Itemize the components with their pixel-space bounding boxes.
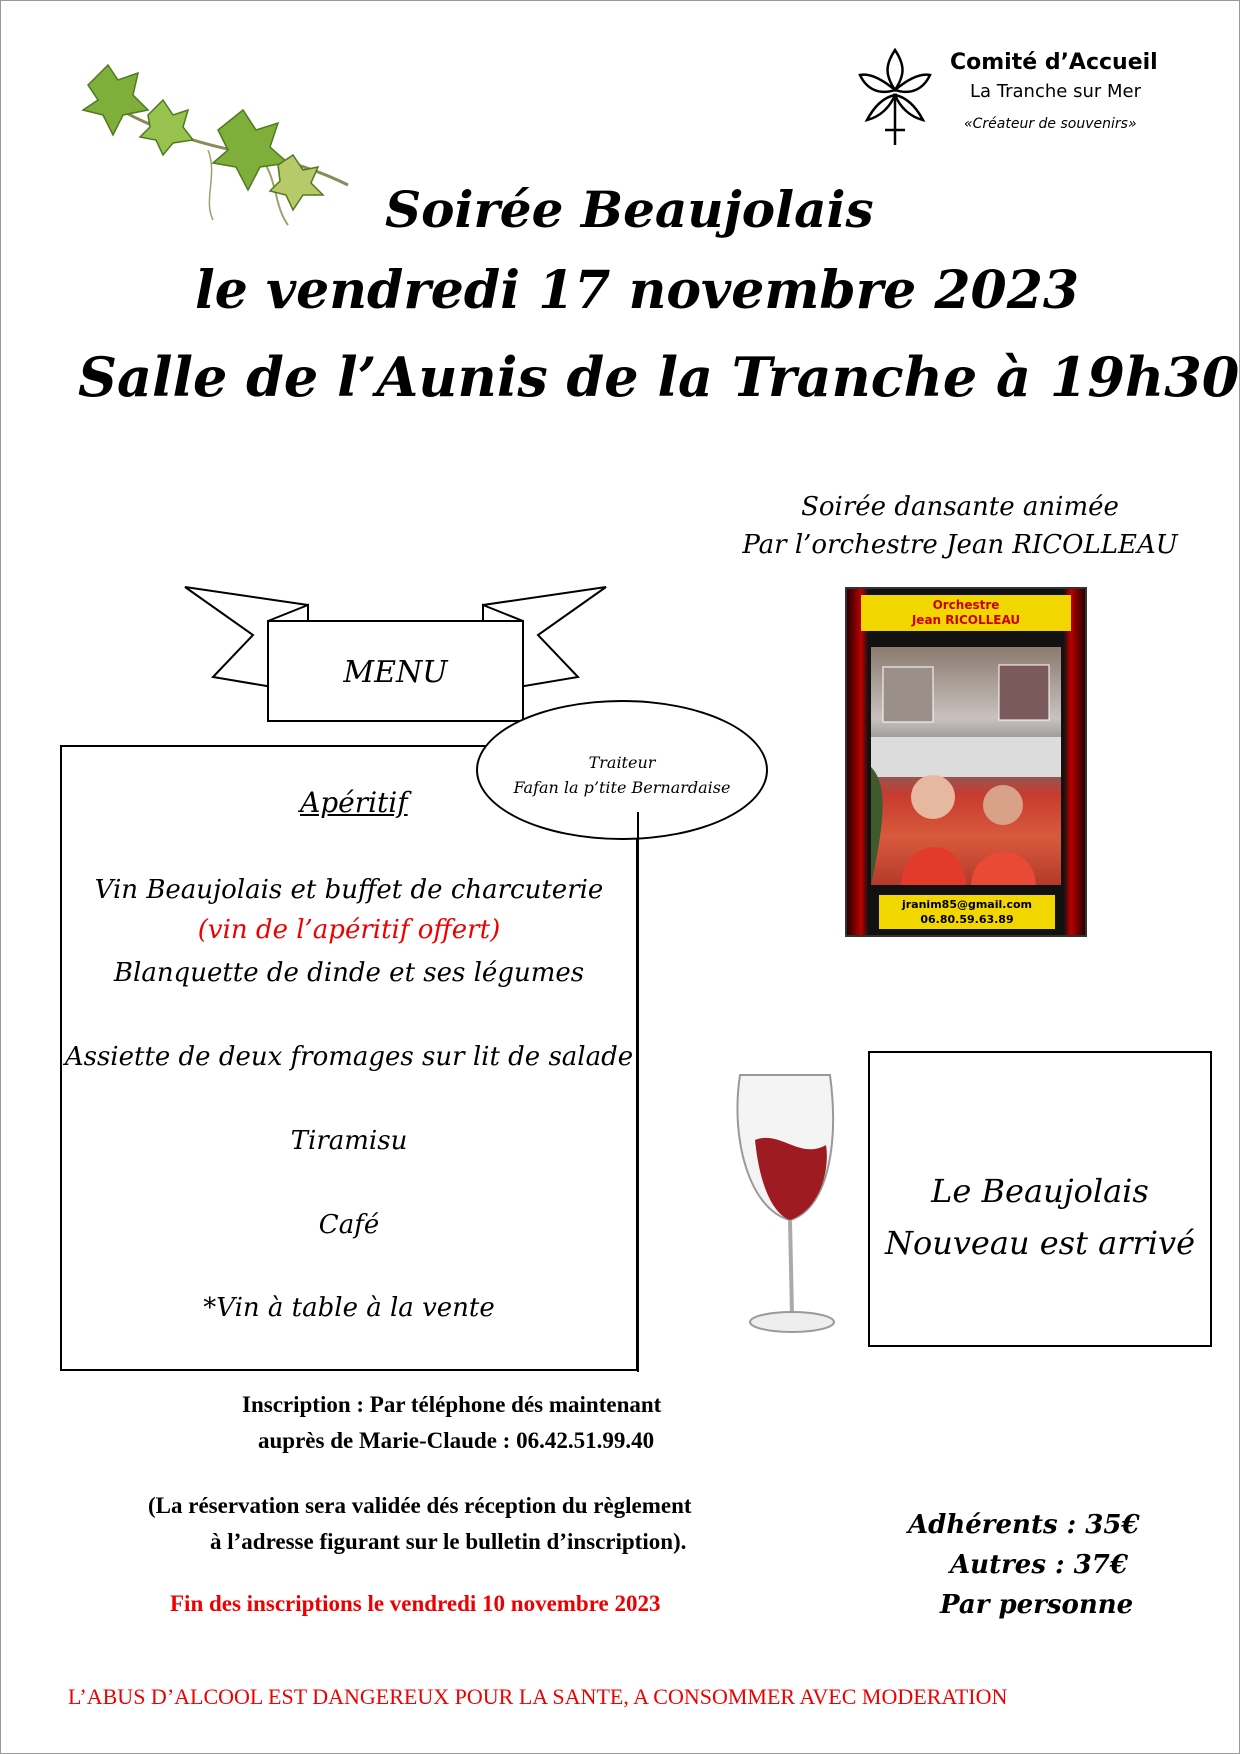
menu-item-coffee: Café [318, 1210, 380, 1240]
menu-item-tiramisu: Tiramisu [290, 1126, 408, 1156]
price-members: Adhérents : 35€ [908, 1510, 1140, 1540]
dance-line-2: Par l’orchestre Jean RICOLLEAU [742, 530, 1178, 560]
org-place: La Tranche sur Mer [970, 81, 1141, 102]
caterer-label: Traiteur [588, 753, 656, 772]
orchestra-poster-header [861, 595, 1071, 631]
reservation-line-2: à l’adresse figurant sur le bulletin d’inscription). [210, 1529, 687, 1554]
orchestra-contact [879, 895, 1055, 929]
orchestra-poster [845, 587, 1087, 937]
organization-logo-text [950, 50, 1158, 132]
prices [908, 1505, 1140, 1625]
lily-emblem-icon [855, 45, 935, 150]
beaujolais-message [868, 1165, 1212, 1269]
caterer-info [476, 750, 768, 800]
inscription-line-2: auprès de Marie-Claude : 06.42.51.99.40 [258, 1428, 655, 1453]
event-date: le vendredi 17 novembre 2023 [195, 260, 1080, 321]
registration-deadline: Fin des inscriptions le vendredi 10 novembre 2023 [170, 1591, 661, 1616]
price-per-person: Par personne [940, 1590, 1134, 1620]
dance-line-1: Soirée dansante animée [801, 492, 1119, 522]
org-tagline: «Créateur de souvenirs» [964, 116, 1137, 132]
caterer-name: Fafan la p’tite Bernardaise [513, 778, 731, 797]
inscription-line-1: Inscription : Par téléphone dés maintenant [242, 1392, 662, 1417]
wine-glass-image [730, 1060, 860, 1340]
price-others: Autres : 37€ [950, 1550, 1128, 1580]
inscription-info [242, 1387, 661, 1459]
menu-banner-label: MENU [343, 655, 448, 690]
dance-announcement [700, 488, 1220, 564]
menu-item-blanquette: Blanquette de dinde et ses légumes [113, 958, 585, 988]
menu-item-note-offered: (vin de l’apéritif offert) [197, 915, 501, 945]
event-venue: Salle de l’Aunis de la Tranche à 19h30 [78, 345, 1240, 409]
orchestra-poster-title: Orchestre [932, 598, 1000, 612]
alcohol-warning: L’ABUS D’ALCOOL EST DANGEREUX POUR LA SANTE, A CONSOMMER AVEC MODERATION [68, 1684, 1008, 1709]
reservation-info [148, 1488, 692, 1560]
orchestra-poster-name: Jean RICOLLEAU [911, 613, 1021, 627]
musicians-photo-image [871, 647, 1061, 885]
menu-item-cheese: Assiette de deux fromages sur lit de salade [64, 1042, 634, 1072]
vine-leaves-image [78, 55, 358, 230]
event-title: Soirée Beaujolais [385, 180, 874, 239]
reservation-line-1: (La réservation sera validée dés réception du règlement [148, 1493, 692, 1518]
orchestra-photo [871, 647, 1061, 885]
menu-item-wine-charcuterie: Vin Beaujolais et buffet de charcuterie [94, 875, 604, 905]
orchestra-email: jranim85@gmail.com [901, 898, 1032, 911]
menu-aperitif-heading: Apéritif [300, 786, 408, 819]
orchestra-phone: 06.80.59.63.89 [920, 913, 1014, 926]
menu-item-wine-sale: *Vin à table à la vente [203, 1293, 495, 1323]
beaujolais-line-1: Le Beaujolais [931, 1172, 1149, 1210]
org-name: Comité d’Accueil [950, 50, 1158, 75]
beaujolais-line-2: Nouveau est arrivé [884, 1224, 1196, 1262]
